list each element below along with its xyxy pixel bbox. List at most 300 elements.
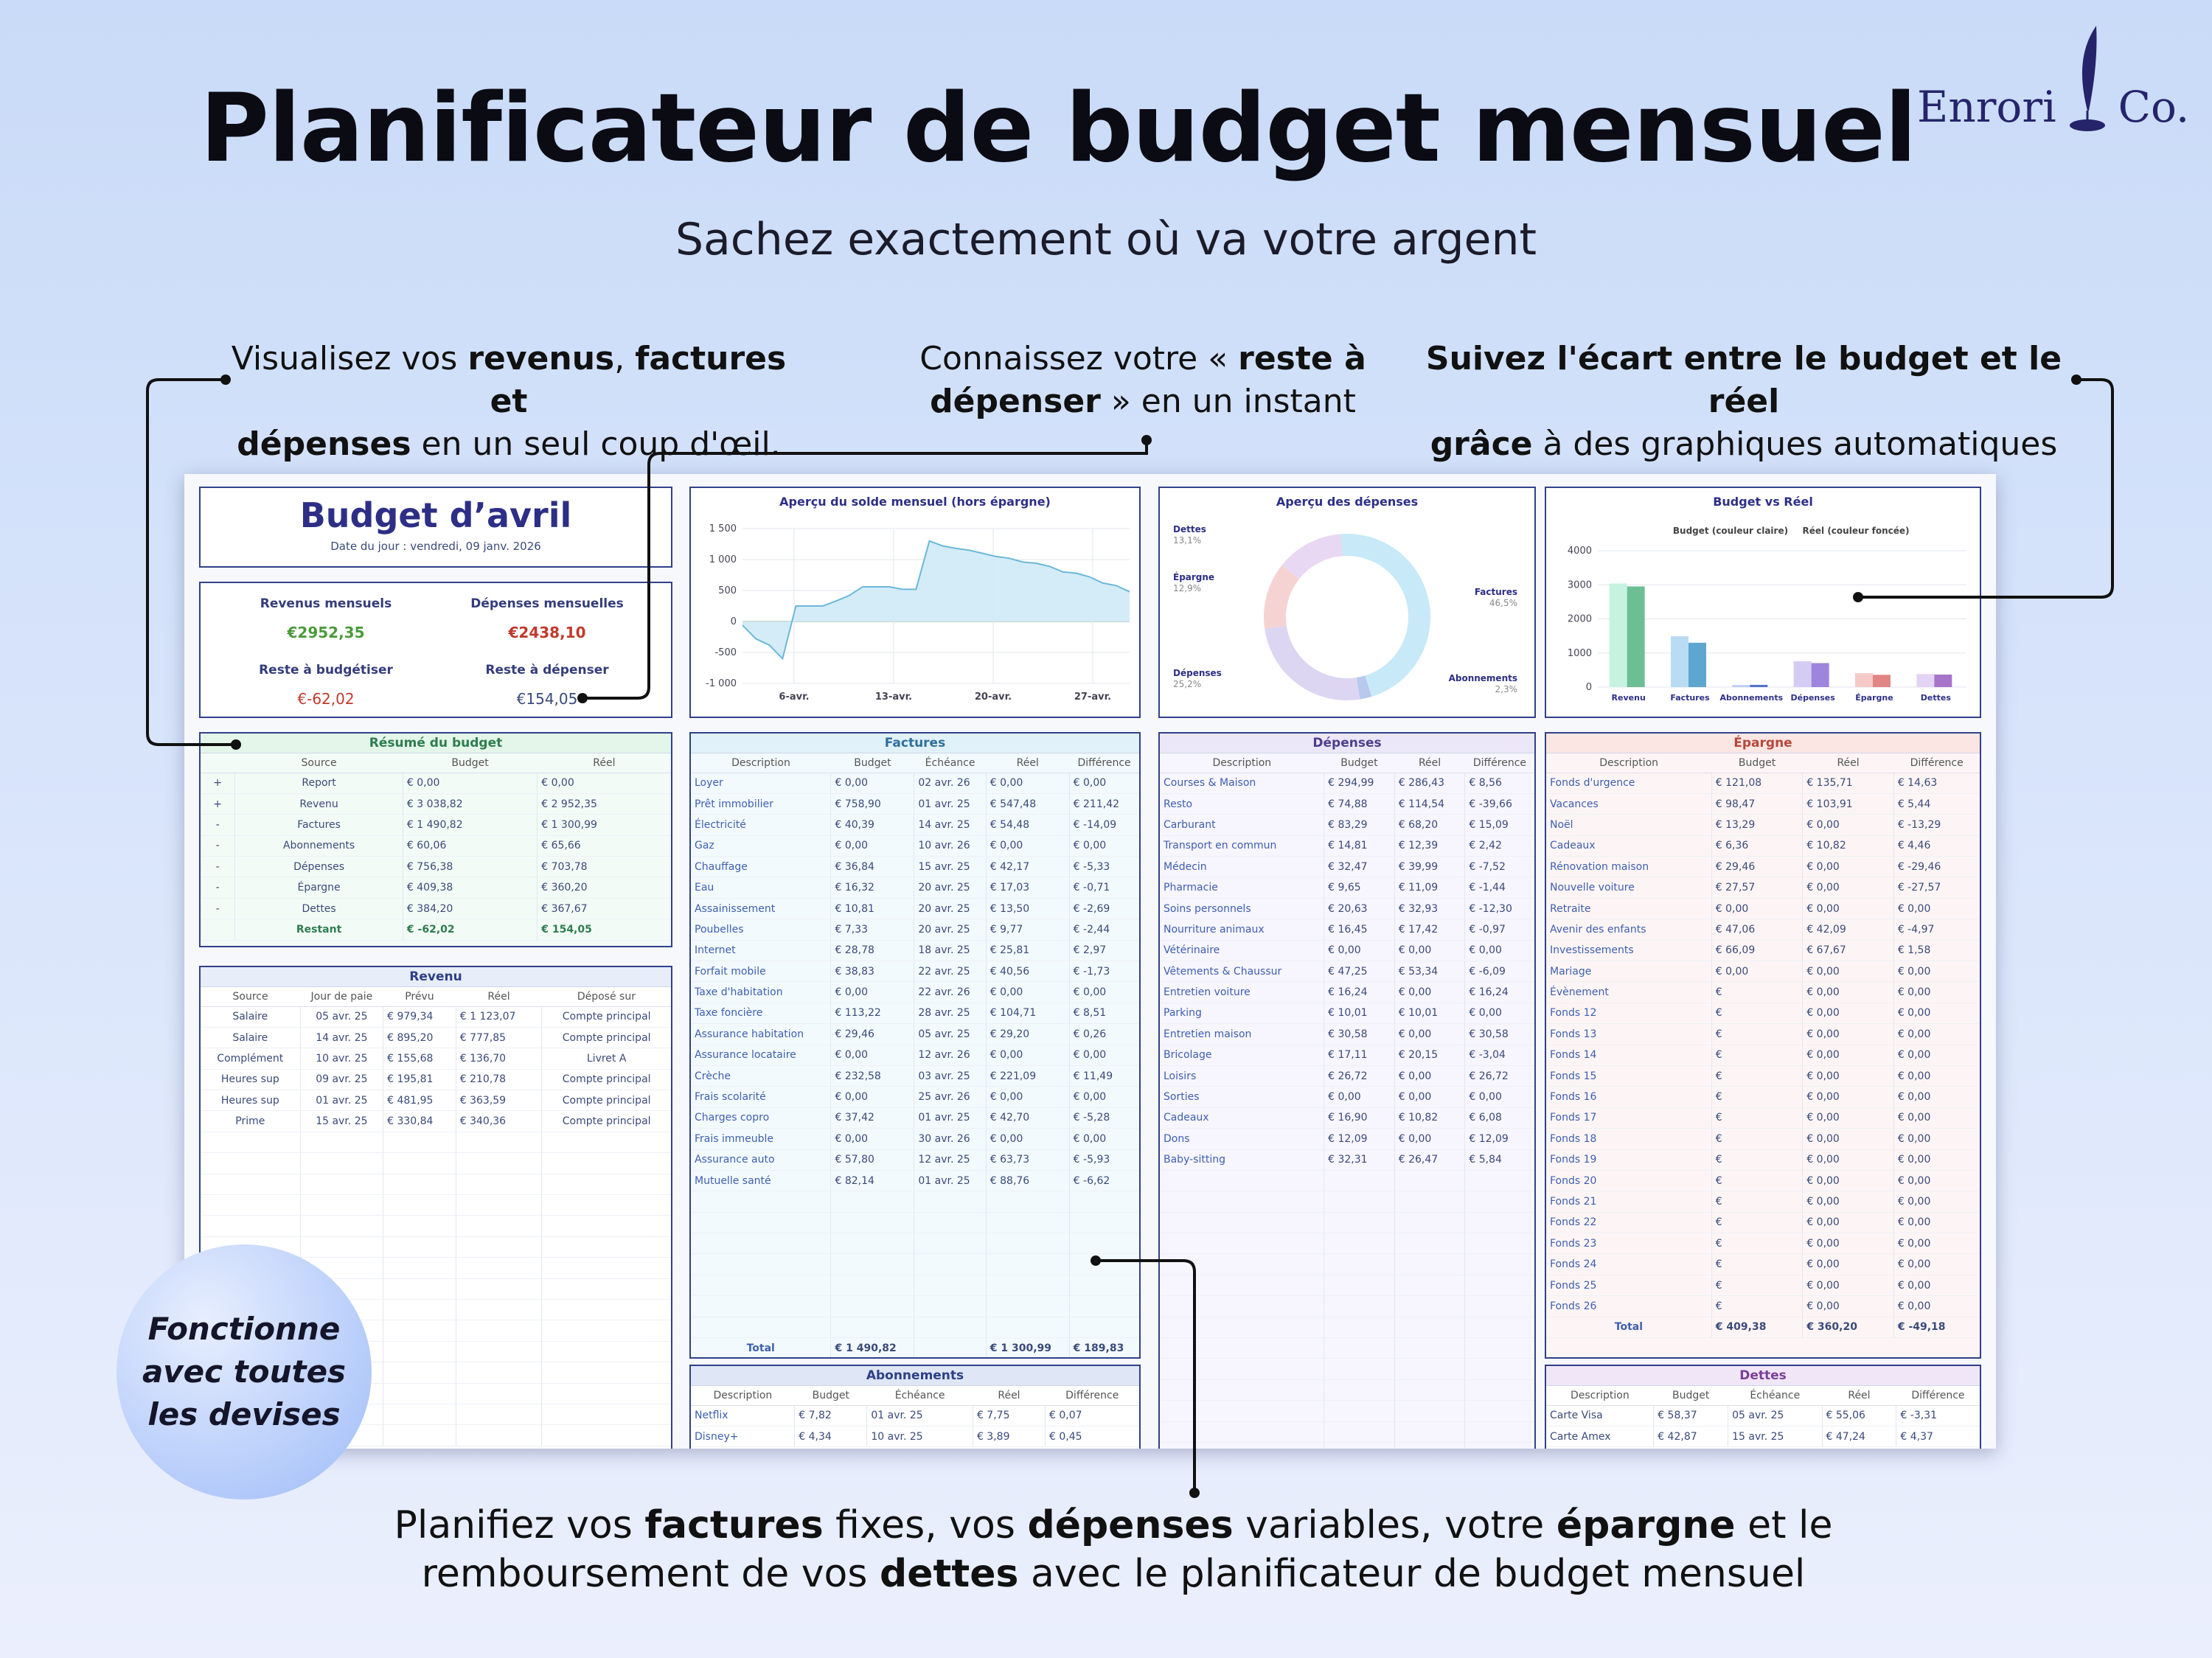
empty-row[interactable] bbox=[1160, 1170, 1534, 1191]
empty-row[interactable] bbox=[1160, 1359, 1534, 1379]
table-cell[interactable]: Vacances bbox=[1546, 793, 1711, 814]
table-cell[interactable]: € 0,00 bbox=[1803, 1087, 1894, 1107]
table-cell[interactable]: € -0,97 bbox=[1465, 919, 1534, 940]
table-cell[interactable]: € 11,49 bbox=[1069, 1065, 1139, 1086]
table-cell[interactable]: Fonds 17 bbox=[1546, 1107, 1711, 1128]
table-cell[interactable]: € 0,00 bbox=[1069, 835, 1139, 856]
table-cell[interactable]: € 0,00 bbox=[1324, 1087, 1395, 1107]
table-cell[interactable]: Report bbox=[235, 773, 403, 793]
table-cell[interactable]: € 0,00 bbox=[1893, 1254, 1980, 1275]
table-cell[interactable]: Restant bbox=[235, 919, 403, 940]
table-cell[interactable]: € 37,42 bbox=[831, 1107, 914, 1128]
table-cell[interactable]: € 0,00 bbox=[403, 773, 537, 793]
table-cell[interactable]: Assurance habitation bbox=[691, 1024, 831, 1045]
table-cell[interactable]: € 0,00 bbox=[1803, 1024, 1894, 1045]
table-cell[interactable]: € -39,66 bbox=[1465, 793, 1534, 814]
table-cell[interactable]: Avenir des enfants bbox=[1546, 919, 1711, 940]
table-cell[interactable]: Charges copro bbox=[691, 1107, 831, 1128]
table-cell[interactable]: € 481,95 bbox=[383, 1090, 456, 1111]
table-cell[interactable]: 20 avr. 25 bbox=[914, 898, 986, 919]
table-cell[interactable]: € 0,00 bbox=[1893, 1003, 1980, 1023]
table-cell[interactable]: € 0,00 bbox=[831, 835, 914, 856]
empty-row[interactable] bbox=[1160, 1233, 1534, 1254]
table-cell[interactable]: Carte Visa bbox=[1546, 1405, 1654, 1426]
table-cell[interactable]: € 232,58 bbox=[831, 1065, 914, 1086]
empty-row[interactable] bbox=[201, 1132, 671, 1152]
table-cell[interactable]: € 0,00 bbox=[1803, 1233, 1894, 1254]
table-cell[interactable]: Noël bbox=[1546, 815, 1711, 835]
table-cell[interactable]: Disney+ bbox=[691, 1426, 795, 1446]
table-cell[interactable]: € 0,00 bbox=[1803, 1254, 1894, 1275]
table-cell[interactable]: € 0,00 bbox=[831, 982, 914, 1003]
table-cell[interactable]: 01 avr. 25 bbox=[914, 793, 986, 814]
table-cell[interactable]: € 0,00 bbox=[1893, 1129, 1980, 1149]
table-cell[interactable]: € 0,00 bbox=[1069, 773, 1139, 793]
table-cell[interactable]: Frais immeuble bbox=[691, 1129, 831, 1149]
table-cell[interactable]: € bbox=[1711, 1296, 1803, 1317]
table-cell[interactable]: € 0,00 bbox=[1893, 1024, 1980, 1045]
table-cell[interactable]: € 5,84 bbox=[1465, 1149, 1534, 1170]
table-cell[interactable]: € bbox=[1711, 1045, 1803, 1065]
table-cell[interactable]: Heures sup bbox=[201, 1069, 300, 1090]
table-cell[interactable]: € 55,06 bbox=[1822, 1405, 1896, 1426]
table-cell[interactable]: € 0,00 bbox=[1803, 1212, 1894, 1233]
table-cell[interactable]: € 0,00 bbox=[1465, 1087, 1534, 1107]
table-cell[interactable]: € 0,00 bbox=[831, 1129, 914, 1149]
table-cell[interactable]: € 40,39 bbox=[831, 815, 914, 835]
table-cell[interactable]: € 294,99 bbox=[1324, 773, 1395, 793]
table-cell[interactable]: Salaire bbox=[201, 1006, 300, 1027]
table-cell[interactable]: € 384,20 bbox=[403, 898, 537, 919]
table-cell[interactable]: € 57,80 bbox=[831, 1149, 914, 1170]
table-cell[interactable]: Électricité bbox=[691, 815, 831, 835]
table-cell[interactable]: € -2,69 bbox=[1069, 898, 1139, 919]
table-cell[interactable]: € -14,09 bbox=[1069, 815, 1139, 835]
table-cell[interactable]: € 29,46 bbox=[1711, 857, 1803, 877]
table-cell[interactable]: 15 avr. 25 bbox=[300, 1111, 383, 1132]
empty-row[interactable] bbox=[1160, 1317, 1534, 1337]
table-cell[interactable]: Dons bbox=[1160, 1129, 1324, 1149]
table-cell[interactable]: € -1,73 bbox=[1069, 961, 1139, 982]
table-cell[interactable]: € 17,03 bbox=[986, 877, 1069, 898]
table-cell[interactable]: € 104,71 bbox=[986, 1003, 1069, 1023]
empty-row[interactable] bbox=[1160, 1191, 1534, 1212]
table-cell[interactable]: € 3 038,82 bbox=[403, 793, 537, 814]
table-cell[interactable]: € 32,47 bbox=[1324, 857, 1395, 877]
table-cell[interactable]: € 66,09 bbox=[1711, 940, 1803, 961]
table-cell[interactable]: € 39,99 bbox=[1394, 857, 1465, 877]
empty-row[interactable] bbox=[691, 1254, 1139, 1275]
table-cell[interactable]: € 0,00 bbox=[986, 773, 1069, 793]
table-cell[interactable]: Vétérinaire bbox=[1160, 940, 1324, 961]
table-cell[interactable]: Nourriture animaux bbox=[1160, 919, 1324, 940]
table-cell[interactable]: 09 avr. 25 bbox=[300, 1069, 383, 1090]
table-cell[interactable]: € 29,46 bbox=[831, 1024, 914, 1045]
table-cell[interactable]: € 32,31 bbox=[1324, 1149, 1395, 1170]
table-cell[interactable]: € 0,00 bbox=[1893, 961, 1980, 982]
table-cell[interactable]: € 20,15 bbox=[1394, 1045, 1465, 1065]
table-cell[interactable]: € 0,00 bbox=[1803, 1296, 1894, 1317]
table-cell[interactable]: € 0,00 bbox=[1394, 1087, 1465, 1107]
table-cell[interactable]: € 4,37 bbox=[1896, 1426, 1980, 1446]
table-cell[interactable]: 28 avr. 25 bbox=[914, 1003, 986, 1023]
table-cell[interactable]: € 2,42 bbox=[1465, 835, 1534, 856]
table-cell[interactable]: 30 avr. 26 bbox=[914, 1129, 986, 1149]
table-cell[interactable]: € 0,00 bbox=[1803, 1275, 1894, 1295]
table-cell[interactable]: Fonds 21 bbox=[1546, 1191, 1711, 1212]
table-cell[interactable]: - bbox=[201, 835, 235, 856]
table-cell[interactable]: Taxe d'habitation bbox=[691, 982, 831, 1003]
table-cell[interactable]: Épargne bbox=[235, 877, 403, 898]
table-cell[interactable]: 02 avr. 26 bbox=[914, 773, 986, 793]
table-cell[interactable]: € 703,78 bbox=[538, 857, 671, 877]
table-cell[interactable]: € 1,58 bbox=[1893, 940, 1980, 961]
table-cell[interactable]: Fonds 15 bbox=[1546, 1065, 1711, 1086]
table-cell[interactable]: 15 avr. 25 bbox=[914, 857, 986, 877]
table-cell[interactable]: € 1 490,82 bbox=[403, 815, 537, 835]
table-cell[interactable]: € 330,84 bbox=[383, 1111, 456, 1132]
empty-row[interactable] bbox=[691, 1191, 1139, 1212]
table-cell[interactable]: € 135,71 bbox=[1803, 773, 1894, 793]
table-cell[interactable]: € 60,06 bbox=[403, 835, 537, 856]
table-cell[interactable]: € 0,00 bbox=[1893, 1170, 1980, 1191]
table-cell[interactable]: € 0,00 bbox=[1803, 1191, 1894, 1212]
table-cell[interactable]: Vêtements & Chaussur bbox=[1160, 961, 1324, 982]
table-cell[interactable]: € 1 123,07 bbox=[456, 1006, 542, 1027]
table-cell[interactable]: € 10,01 bbox=[1394, 1003, 1465, 1023]
table-cell[interactable]: € 363,59 bbox=[456, 1090, 542, 1111]
table-cell[interactable]: € 12,39 bbox=[1394, 835, 1465, 856]
table-cell[interactable]: € 65,66 bbox=[538, 835, 671, 856]
table-cell[interactable]: € 98,47 bbox=[1711, 793, 1803, 814]
table-cell[interactable]: € 0,00 bbox=[1803, 1045, 1894, 1065]
table-cell[interactable]: € 155,68 bbox=[383, 1048, 456, 1069]
table-cell[interactable]: € 53,34 bbox=[1394, 961, 1465, 982]
table-cell[interactable]: € 6,08 bbox=[1465, 1107, 1534, 1128]
table-cell[interactable]: € bbox=[1711, 1170, 1803, 1191]
table-cell[interactable]: € 30,58 bbox=[1324, 1024, 1395, 1045]
empty-row[interactable] bbox=[691, 1212, 1139, 1233]
empty-row[interactable] bbox=[201, 1195, 671, 1216]
table-cell[interactable]: € 547,48 bbox=[986, 793, 1069, 814]
table-cell[interactable]: € 0,00 bbox=[1893, 1296, 1980, 1317]
table-cell[interactable]: Carburant bbox=[1160, 815, 1324, 835]
table-cell[interactable]: € 360,20 bbox=[538, 877, 671, 898]
table-cell[interactable]: Frais scolarité bbox=[691, 1087, 831, 1107]
table-cell[interactable]: € -13,29 bbox=[1893, 815, 1980, 835]
table-cell[interactable]: Fonds 25 bbox=[1546, 1275, 1711, 1295]
table-cell[interactable]: Heures sup bbox=[201, 1090, 300, 1111]
table-cell[interactable]: € 25,81 bbox=[986, 940, 1069, 961]
table-cell[interactable]: € bbox=[1711, 1233, 1803, 1254]
table-cell[interactable]: € 14,81 bbox=[1324, 835, 1395, 856]
table-cell[interactable]: € -4,97 bbox=[1893, 919, 1980, 940]
empty-row[interactable] bbox=[201, 1174, 671, 1194]
table-cell[interactable]: 20 avr. 25 bbox=[914, 919, 986, 940]
table-cell[interactable]: Forfait mobile bbox=[691, 961, 831, 982]
table-cell[interactable]: € 10,82 bbox=[1394, 1107, 1465, 1128]
table-cell[interactable]: € -5,33 bbox=[1069, 857, 1139, 877]
table-cell[interactable]: € 114,54 bbox=[1394, 793, 1465, 814]
table-cell[interactable]: € 340,36 bbox=[456, 1111, 542, 1132]
table-cell[interactable]: 20 avr. 25 bbox=[914, 877, 986, 898]
table-cell[interactable]: € 38,83 bbox=[831, 961, 914, 982]
empty-row[interactable] bbox=[201, 1216, 671, 1236]
table-cell[interactable]: € bbox=[1711, 1149, 1803, 1170]
empty-row[interactable] bbox=[1160, 1421, 1534, 1442]
table-cell[interactable]: Médecin bbox=[1160, 857, 1324, 877]
table-cell[interactable]: € 0,00 bbox=[1394, 982, 1465, 1003]
table-cell[interactable]: Abonnements bbox=[235, 835, 403, 856]
table-cell[interactable]: Sorties bbox=[1160, 1087, 1324, 1107]
table-cell[interactable]: € 3,89 bbox=[973, 1426, 1045, 1446]
table-cell[interactable]: € -3,04 bbox=[1465, 1045, 1534, 1065]
table-cell[interactable]: - bbox=[201, 898, 235, 919]
table-cell[interactable]: € 0,00 bbox=[986, 1129, 1069, 1149]
table-cell[interactable]: € 758,90 bbox=[831, 793, 914, 814]
table-cell[interactable]: 15 avr. 25 bbox=[1728, 1426, 1822, 1446]
table-cell[interactable]: € 103,91 bbox=[1803, 793, 1894, 814]
table-cell[interactable]: Internet bbox=[691, 940, 831, 961]
table-cell[interactable]: 01 avr. 25 bbox=[914, 1170, 986, 1191]
table-cell[interactable]: 10 avr. 25 bbox=[300, 1048, 383, 1069]
table-cell[interactable]: € 0,00 bbox=[1803, 1170, 1894, 1191]
table-cell[interactable]: Investissements bbox=[1546, 940, 1711, 961]
table-cell[interactable]: Crèche bbox=[691, 1065, 831, 1086]
table-cell[interactable]: Fonds d'urgence bbox=[1546, 773, 1711, 793]
table-cell[interactable]: € 5,44 bbox=[1893, 793, 1980, 814]
table-cell[interactable]: Bricolage bbox=[1160, 1045, 1324, 1065]
table-cell[interactable]: € 8,51 bbox=[1069, 1003, 1139, 1023]
table-cell[interactable]: € 0,00 bbox=[1803, 1107, 1894, 1128]
table-cell[interactable]: 03 avr. 25 bbox=[914, 1065, 986, 1086]
table-cell[interactable]: € 9,65 bbox=[1324, 877, 1395, 898]
table-cell[interactable]: € -27,57 bbox=[1893, 877, 1980, 898]
table-cell[interactable]: € 0,26 bbox=[1069, 1024, 1139, 1045]
table-cell[interactable]: € 0,00 bbox=[1803, 982, 1894, 1003]
empty-row[interactable] bbox=[691, 1233, 1139, 1254]
empty-row[interactable] bbox=[1160, 1254, 1534, 1275]
table-cell[interactable]: € 67,67 bbox=[1803, 940, 1894, 961]
table-cell[interactable]: - bbox=[201, 857, 235, 877]
table-cell[interactable]: Loisirs bbox=[1160, 1065, 1324, 1086]
table-cell[interactable]: 12 avr. 25 bbox=[914, 1149, 986, 1170]
table-cell[interactable]: Chauffage bbox=[691, 857, 831, 877]
table-cell[interactable]: € 13,29 bbox=[1711, 815, 1803, 835]
table-cell[interactable]: € bbox=[1711, 982, 1803, 1003]
table-cell[interactable]: 14 avr. 25 bbox=[914, 815, 986, 835]
table-cell[interactable]: € 6,36 bbox=[1711, 835, 1803, 856]
table-cell[interactable]: € bbox=[1711, 1212, 1803, 1233]
table-cell[interactable]: Dettes bbox=[235, 898, 403, 919]
table-cell[interactable]: € 121,08 bbox=[1711, 773, 1803, 793]
table-cell[interactable]: € 0,00 bbox=[1069, 1045, 1139, 1065]
empty-row[interactable] bbox=[1160, 1296, 1534, 1317]
table-cell[interactable]: € 83,29 bbox=[1324, 815, 1395, 835]
table-cell[interactable]: - bbox=[201, 877, 235, 898]
table-cell[interactable]: € 11,09 bbox=[1394, 877, 1465, 898]
table-cell[interactable]: 12 avr. 26 bbox=[914, 1045, 986, 1065]
table-cell[interactable]: Courses & Maison bbox=[1160, 773, 1324, 793]
table-cell[interactable]: € bbox=[1711, 1024, 1803, 1045]
table-cell[interactable]: Assurance locataire bbox=[691, 1045, 831, 1065]
table-cell[interactable]: € 221,09 bbox=[986, 1065, 1069, 1086]
table-cell[interactable]: € 82,14 bbox=[831, 1170, 914, 1191]
table-cell[interactable]: 14 avr. 25 bbox=[300, 1027, 383, 1048]
table-cell[interactable]: Eau bbox=[691, 877, 831, 898]
table-cell[interactable]: € 0,00 bbox=[1465, 940, 1534, 961]
empty-row[interactable] bbox=[1160, 1443, 1534, 1449]
table-cell[interactable]: € -0,71 bbox=[1069, 877, 1139, 898]
table-cell[interactable]: Dépenses bbox=[235, 857, 403, 877]
table-cell[interactable]: € bbox=[1711, 1191, 1803, 1212]
table-cell[interactable]: € 136,70 bbox=[456, 1048, 542, 1069]
table-cell[interactable]: € 7,33 bbox=[831, 919, 914, 940]
table-cell[interactable]: € 10,82 bbox=[1803, 835, 1894, 856]
table-cell[interactable]: € 367,67 bbox=[538, 898, 671, 919]
table-cell[interactable]: € 30,58 bbox=[1465, 1024, 1534, 1045]
table-cell[interactable]: € 88,76 bbox=[986, 1170, 1069, 1191]
table-cell[interactable]: Fonds 22 bbox=[1546, 1212, 1711, 1233]
table-cell[interactable]: Mutuelle santé bbox=[691, 1170, 831, 1191]
table-cell[interactable]: 05 avr. 25 bbox=[1728, 1405, 1822, 1426]
table-cell[interactable]: € -2,44 bbox=[1069, 919, 1139, 940]
table-cell[interactable]: € 0,00 bbox=[1803, 961, 1894, 982]
table-cell[interactable]: Factures bbox=[235, 815, 403, 835]
table-cell[interactable]: Taxe foncière bbox=[691, 1003, 831, 1023]
empty-row[interactable] bbox=[201, 1153, 671, 1174]
table-cell[interactable]: € 0,00 bbox=[1465, 1003, 1534, 1023]
table-cell[interactable]: € 756,38 bbox=[403, 857, 537, 877]
table-cell[interactable]: € 27,57 bbox=[1711, 877, 1803, 898]
table-cell[interactable]: € 26,47 bbox=[1394, 1149, 1465, 1170]
table-cell[interactable]: € 0,00 bbox=[1893, 1045, 1980, 1065]
table-cell[interactable]: € 17,42 bbox=[1394, 919, 1465, 940]
table-cell[interactable]: € 2 952,35 bbox=[538, 793, 671, 814]
table-cell[interactable]: Salaire bbox=[201, 1027, 300, 1048]
table-cell[interactable]: € 4,46 bbox=[1893, 835, 1980, 856]
table-cell[interactable]: Mariage bbox=[1546, 961, 1711, 982]
table-cell[interactable]: € 0,00 bbox=[1394, 1065, 1465, 1086]
table-cell[interactable]: € 286,43 bbox=[1394, 773, 1465, 793]
table-cell[interactable]: € 195,81 bbox=[383, 1069, 456, 1090]
table-cell[interactable]: Resto bbox=[1160, 793, 1324, 814]
table-cell[interactable]: € 20,63 bbox=[1324, 898, 1395, 919]
table-cell[interactable]: € bbox=[1711, 1107, 1803, 1128]
table-cell[interactable]: Fonds 23 bbox=[1546, 1233, 1711, 1254]
table-cell[interactable]: € 0,00 bbox=[1803, 1129, 1894, 1149]
table-cell[interactable]: € 0,00 bbox=[1069, 982, 1139, 1003]
table-cell[interactable]: Compte principal bbox=[542, 1090, 671, 1111]
table-cell[interactable]: Compte principal bbox=[542, 1069, 671, 1090]
table-cell[interactable]: € 13,50 bbox=[986, 898, 1069, 919]
table-cell[interactable]: Entretien maison bbox=[1160, 1024, 1324, 1045]
table-cell[interactable]: € 0,00 bbox=[1803, 1003, 1894, 1023]
table-cell[interactable]: € 0,00 bbox=[831, 1045, 914, 1065]
table-cell[interactable]: € 0,00 bbox=[1324, 940, 1395, 961]
table-cell[interactable]: Gaz bbox=[691, 835, 831, 856]
table-cell[interactable]: Retraite bbox=[1546, 898, 1711, 919]
empty-row[interactable] bbox=[1160, 1379, 1534, 1400]
table-cell[interactable]: € 979,34 bbox=[383, 1006, 456, 1027]
empty-row[interactable] bbox=[691, 1275, 1139, 1295]
table-cell[interactable]: € 42,09 bbox=[1803, 919, 1894, 940]
table-cell[interactable]: € 0,00 bbox=[986, 1045, 1069, 1065]
table-cell[interactable]: € 0,00 bbox=[1394, 940, 1465, 961]
table-cell[interactable]: € 10,81 bbox=[831, 898, 914, 919]
table-cell[interactable]: 18 avr. 25 bbox=[914, 940, 986, 961]
table-cell[interactable]: € 0,00 bbox=[1893, 1212, 1980, 1233]
table-cell[interactable]: Cadeaux bbox=[1160, 1107, 1324, 1128]
table-cell[interactable]: € 29,20 bbox=[986, 1024, 1069, 1045]
table-cell[interactable]: € 26,72 bbox=[1324, 1065, 1395, 1086]
table-cell[interactable] bbox=[201, 919, 235, 940]
table-cell[interactable]: € 0,00 bbox=[1803, 877, 1894, 898]
table-cell[interactable]: Livret A bbox=[542, 1048, 671, 1069]
table-cell[interactable]: Entretien voiture bbox=[1160, 982, 1324, 1003]
table-cell[interactable]: € 0,00 bbox=[1394, 1024, 1465, 1045]
table-cell[interactable]: Cadeaux bbox=[1546, 835, 1711, 856]
table-cell[interactable]: € 0,00 bbox=[1893, 1107, 1980, 1128]
table-cell[interactable]: € 0,00 bbox=[831, 1087, 914, 1107]
table-cell[interactable]: € 0,00 bbox=[1893, 982, 1980, 1003]
table-cell[interactable]: € 0,00 bbox=[1803, 1149, 1894, 1170]
table-cell[interactable]: € -29,46 bbox=[1893, 857, 1980, 877]
empty-row[interactable] bbox=[691, 1317, 1139, 1337]
table-cell[interactable]: 10 avr. 26 bbox=[914, 835, 986, 856]
table-cell[interactable]: Prêt immobilier bbox=[691, 793, 831, 814]
empty-row[interactable] bbox=[691, 1296, 1139, 1317]
table-cell[interactable]: € 36,84 bbox=[831, 857, 914, 877]
table-cell[interactable]: € 0,07 bbox=[1046, 1405, 1140, 1426]
table-cell[interactable]: € 8,56 bbox=[1465, 773, 1534, 793]
table-cell[interactable]: € 16,32 bbox=[831, 877, 914, 898]
empty-row[interactable] bbox=[1160, 1338, 1534, 1359]
table-cell[interactable]: € -5,93 bbox=[1069, 1149, 1139, 1170]
table-cell[interactable]: € -6,09 bbox=[1465, 961, 1534, 982]
table-cell[interactable]: 22 avr. 25 bbox=[914, 961, 986, 982]
table-cell[interactable]: € bbox=[1711, 1087, 1803, 1107]
table-cell[interactable]: € 0,00 bbox=[1893, 1233, 1980, 1254]
table-cell[interactable]: Fonds 16 bbox=[1546, 1087, 1711, 1107]
table-cell[interactable]: € 47,25 bbox=[1324, 961, 1395, 982]
table-cell[interactable]: € 0,00 bbox=[986, 982, 1069, 1003]
table-cell[interactable]: € 15,09 bbox=[1465, 815, 1534, 835]
table-cell[interactable]: Fonds 19 bbox=[1546, 1149, 1711, 1170]
table-cell[interactable]: € 0,00 bbox=[1893, 1087, 1980, 1107]
table-cell[interactable]: € bbox=[1711, 1129, 1803, 1149]
table-cell[interactable]: € 74,88 bbox=[1324, 793, 1395, 814]
table-cell[interactable]: € 0,00 bbox=[986, 835, 1069, 856]
table-cell[interactable]: Compte principal bbox=[542, 1027, 671, 1048]
table-cell[interactable]: Complément bbox=[201, 1048, 300, 1069]
table-cell[interactable]: 25 avr. 26 bbox=[914, 1087, 986, 1107]
table-cell[interactable]: € 0,00 bbox=[1893, 1275, 1980, 1295]
table-cell[interactable]: Poubelles bbox=[691, 919, 831, 940]
table-cell[interactable]: € -6,62 bbox=[1069, 1170, 1139, 1191]
table-cell[interactable]: Revenu bbox=[235, 793, 403, 814]
table-cell[interactable]: € -12,30 bbox=[1465, 898, 1534, 919]
table-cell[interactable]: € 42,17 bbox=[986, 857, 1069, 877]
table-cell[interactable]: Évènement bbox=[1546, 982, 1711, 1003]
table-cell[interactable]: € 16,90 bbox=[1324, 1107, 1395, 1128]
table-cell[interactable]: € bbox=[1711, 1275, 1803, 1295]
table-cell[interactable]: € 12,09 bbox=[1324, 1129, 1395, 1149]
table-cell[interactable]: € 895,20 bbox=[383, 1027, 456, 1048]
table-cell[interactable]: € 0,00 bbox=[1711, 961, 1803, 982]
table-cell[interactable]: Baby-sitting bbox=[1160, 1149, 1324, 1170]
table-cell[interactable]: € -5,28 bbox=[1069, 1107, 1139, 1128]
